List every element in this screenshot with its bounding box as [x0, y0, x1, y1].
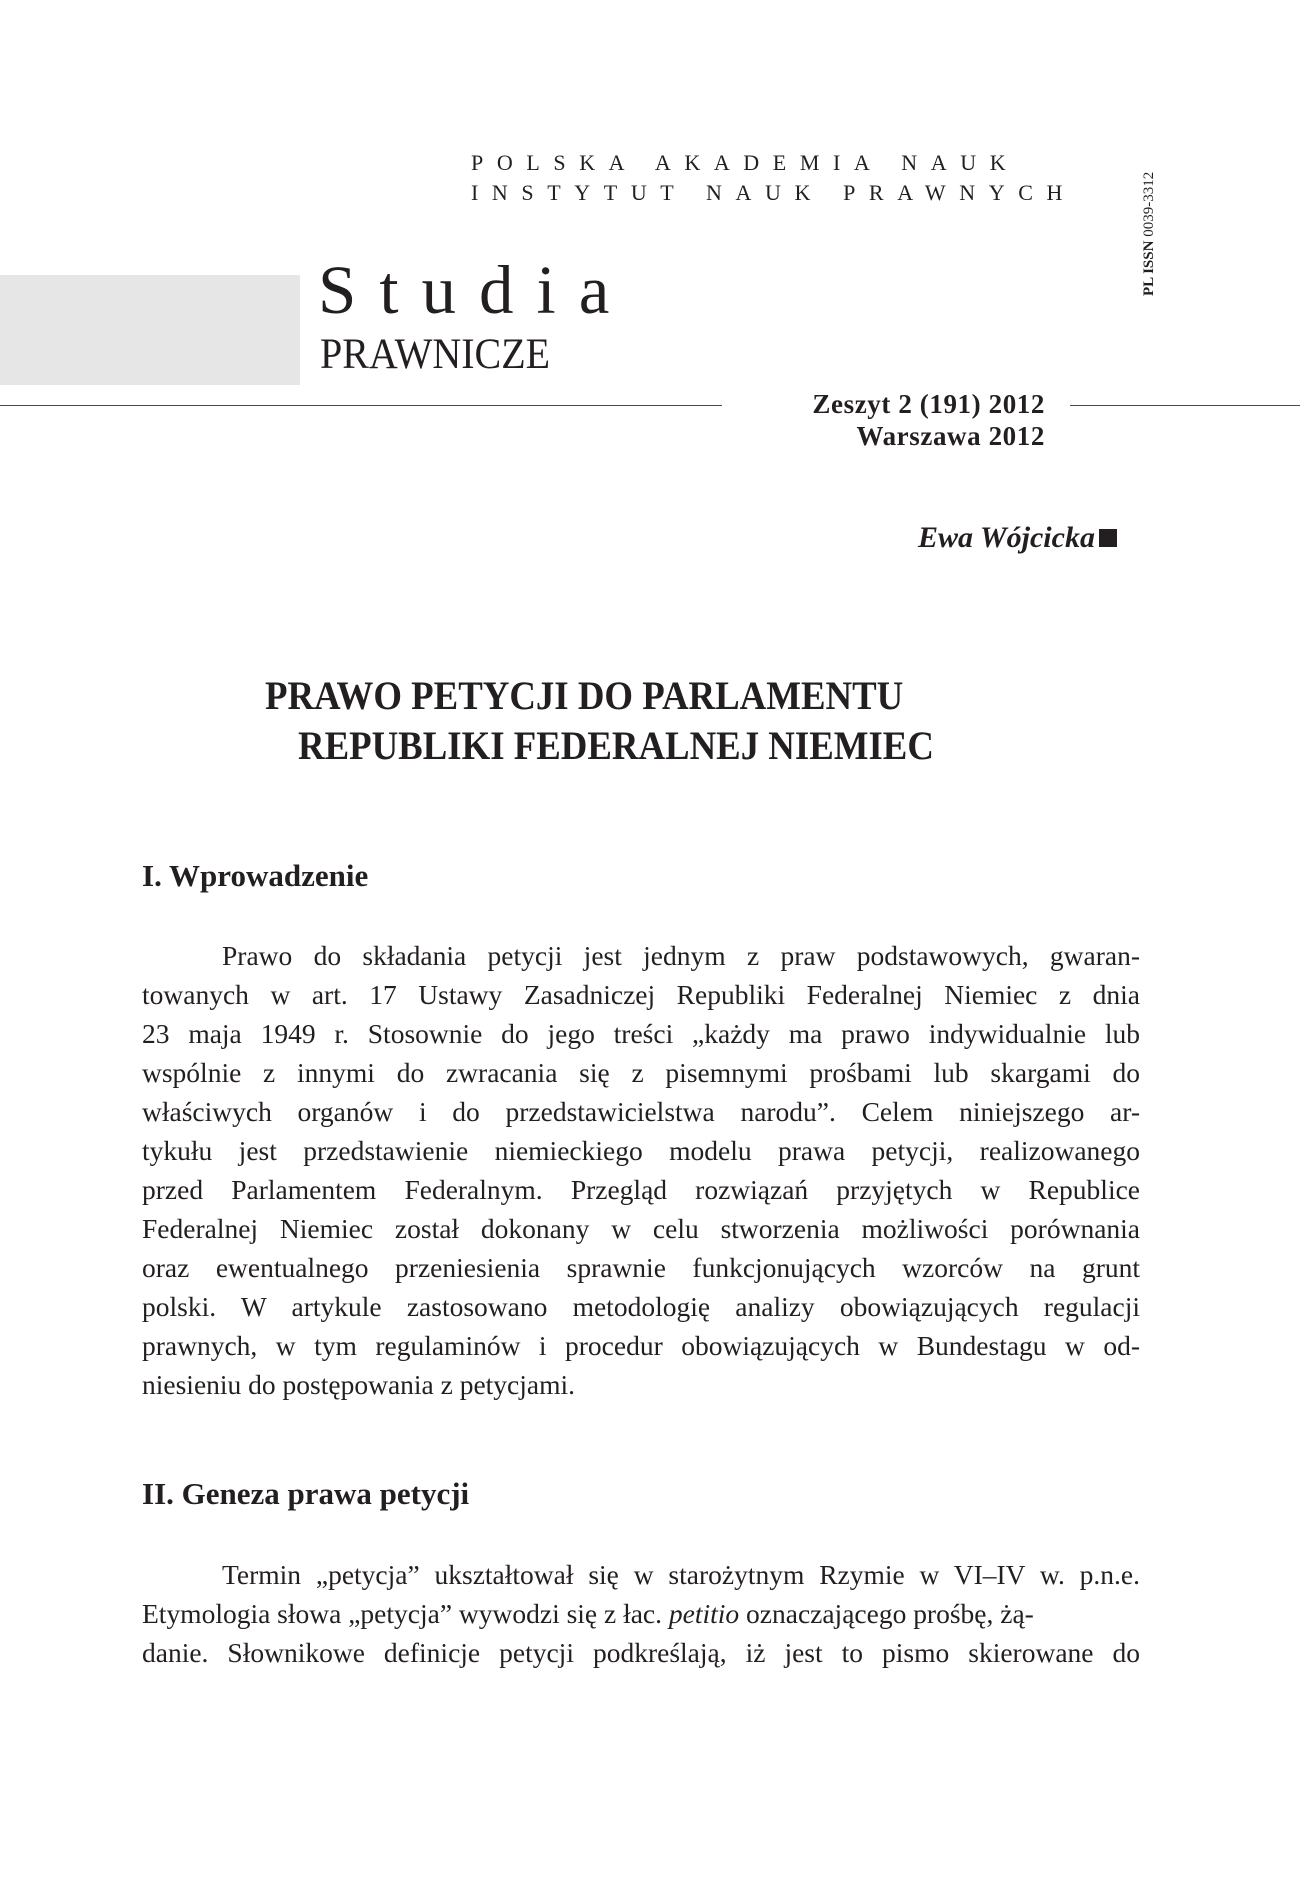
- text-line: oraz ewentualnego przeniesienia sprawnie funkcjonujących wzorców na grunt: [142, 1252, 1140, 1283]
- masthead-gray-block: [0, 275, 300, 385]
- text-line: towanych w art. 17 Ustawy Zasadniczej Republiki Federalnej Niemiec z dnia: [142, 979, 1140, 1010]
- header-rule-left: [0, 405, 722, 406]
- text-line: [142, 1594, 1140, 1633]
- text-line: tykułu jest przedstawienie niemieckiego modelu prawa petycji, realizowanego: [142, 1135, 1140, 1166]
- issue-number: Zeszyt 2 (191) 2012: [812, 389, 1045, 419]
- section-heading: I. Wprowadzenie: [142, 858, 369, 893]
- institution-name: POLSKA AKADEMIA NAUK: [471, 150, 1020, 175]
- author: [918, 523, 1117, 553]
- header-rule-right: [1070, 405, 1300, 406]
- text-line: Prawo do składania petycji jest jednym z praw podstawowych, gwaran-: [222, 940, 1140, 971]
- section-paragraph: [142, 1555, 1140, 1672]
- text-line: danie. Słownikowe definicje petycji podkreślają, iż jest to pismo skierowane do: [142, 1637, 1140, 1668]
- issn-label: PL ISSN: [1141, 240, 1157, 296]
- text-line: Federalnej Niemiec został dokonany w celu stworzenia możliwości porównania: [142, 1213, 1140, 1244]
- article-title-line-1: PRAWO PETYCJI DO PARLAMENTU: [265, 673, 904, 718]
- place-year: Warszawa 2012: [856, 421, 1045, 451]
- author-name: Ewa Wójcicka: [918, 521, 1095, 554]
- text-segment: oznaczającego prośbę, żą-: [746, 1598, 1034, 1629]
- issn: [1141, 172, 1158, 296]
- section-heading: II. Geneza prawa petycji: [142, 1476, 470, 1511]
- latin-term: petitio: [668, 1598, 740, 1629]
- journal-subtitle: PRAWNICZE: [320, 331, 551, 378]
- text-line: przed Parlamentem Federalnym. Przegląd rozwiązań przyjętych w Republice: [142, 1174, 1140, 1205]
- article-title-line-2: REPUBLIKI FEDERALNEJ NIEMIEC: [298, 723, 934, 768]
- author-footnote-square-icon: [1099, 529, 1117, 547]
- text-line: wspólnie z innymi do zwracania się z pisemnymi prośbami lub skargami do: [142, 1057, 1140, 1088]
- issn-number: 0039-3312: [1141, 171, 1157, 237]
- text-line: prawnych, w tym regulaminów i procedur obowiązujących w Bundestagu w od-: [142, 1330, 1140, 1361]
- text-line: właściwych organów i do przedstawicielstwa narodu”. Celem niniejszego ar-: [142, 1096, 1140, 1127]
- text-segment: Etymologia słowa „petycja” wywodzi się z łac.: [142, 1598, 663, 1629]
- text-line: 23 maja 1949 r. Stosownie do jego treści „każdy ma prawo indywidualnie lub: [142, 1018, 1140, 1049]
- text-line: polski. W artykule zastosowano metodologię analizy obowiązujących regulacji: [142, 1291, 1140, 1322]
- text-line: Termin „petycja” ukształtował się w starożytnym Rzymie w VI–IV w. p.n.e.: [222, 1559, 1140, 1590]
- text-line: niesieniu do postępowania z petycjami.: [142, 1369, 576, 1400]
- institute-name: INSTYTUT NAUK PRAWNYCH: [471, 180, 1077, 205]
- journal-title: Studia: [318, 252, 633, 328]
- section-paragraph: [142, 936, 1140, 1404]
